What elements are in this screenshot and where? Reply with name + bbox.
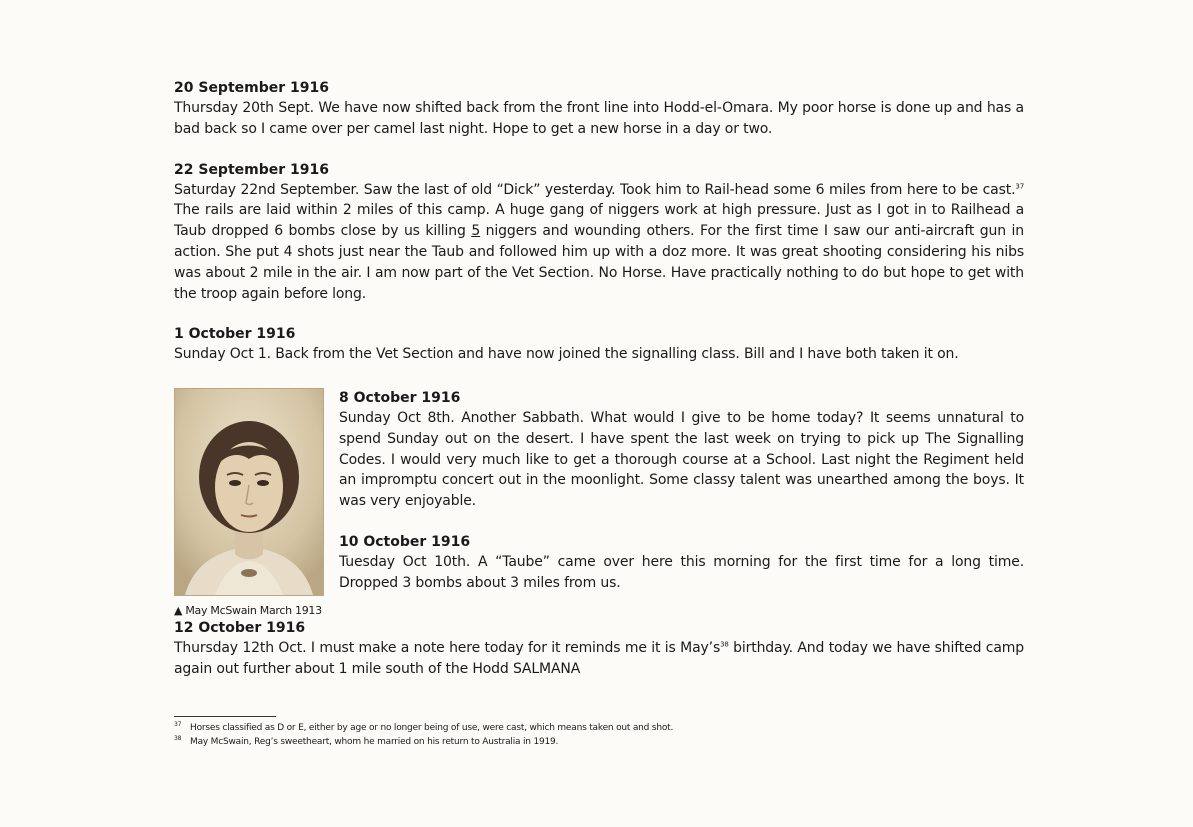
diary-page-top: [174, 78, 1024, 385]
footnote-text: Horses classified as D or E, either by age or no longer being of use, were cast, which means taken out and shot.: [190, 723, 674, 733]
entry-text: [174, 180, 1024, 305]
entry-text: Thursday 20th Sept. We have now shifted back from the front line into Hodd-el-Omara. My poor horse is done up and has a bad back so I came over per camel last night. Hope to get a new horse in a day or two.: [174, 100, 1024, 137]
entry-text: Tuesday Oct 10th. A “Taube” came over here this morning for the first time for a long time. Dropped 3 bombs about 3 miles from us.: [339, 553, 1024, 591]
footnote-ref: 38: [720, 640, 729, 649]
photo-caption: ▲ May McSwain March 1913: [174, 604, 322, 617]
entry-text-part: niggers and wounding others. For the first time I saw our anti-aircraft gun in action. She put 4 shots just near the Taub and followed him up with a doz more. It was great shooting considering his nibs was about 2 mile in the air. I am now part of the Vet Section. No Horse. Have practically nothing to do but hope to get with the troop again before long.: [174, 223, 1025, 302]
footnotes: [174, 721, 1024, 749]
entry-date: 22 September 1916: [174, 161, 329, 178]
diary-entry: [339, 388, 1024, 512]
diary-entry: [174, 324, 1024, 365]
entry-text: Sunday Oct 8th. Another Sabbath. What would I give to be home today? It seems unnatural to spend Sunday out on the desert. I have spent the last week on trying to pick up The Signalling Codes. I would very much like to get a thorough course at a School. Last night the Regiment held an impromptu concert out in the moonlight. Some classy talent was unearthed among the boys. It was very enjoyable.: [339, 410, 1024, 510]
entry-text-part: Saturday 22nd September. Saw the last of old “Dick” yesterday. Took him to Rail-head some 6 miles from here to be cast.: [174, 181, 1016, 198]
diary-entry: [174, 618, 1024, 680]
entry-text: [174, 638, 1024, 680]
footnote-ref: 37: [1015, 181, 1024, 190]
entry-date: 12 October 1916: [174, 620, 306, 636]
entry-text-part: The rails are laid within 2 miles of this camp. A huge gang of niggers work at high pressure. Just as I got in to Railhead a Taub dropped 6 bombs close by us killing: [174, 202, 1024, 240]
entry-date: 1 October 1916: [174, 326, 296, 343]
diary-entry: [174, 78, 1024, 140]
portrait-block: [174, 388, 326, 617]
entry-date: 20 September 1916: [174, 80, 329, 96]
footnote-text: May McSwain, Reg’s sweetheart, whom he married on his return to Australia in 1919.: [190, 737, 559, 747]
entry-date: 8 October 1916: [339, 390, 461, 406]
entry-text: Sunday Oct 1. Back from the Vet Section and have now joined the signalling class. Bill and I have both taken it on.: [174, 346, 959, 363]
underlined-number: 5: [471, 223, 481, 240]
portrait-illustration: [175, 389, 323, 595]
diary-entry: [174, 160, 1024, 305]
diary-page-right-column: [339, 388, 1024, 614]
entry-text-part: birthday. And today we have shifted camp again out further about 1 mile south of the Hodd SALMANA: [174, 640, 1025, 677]
footnote-divider: [174, 716, 276, 717]
entry-text-part: Thursday 12th Oct. I must make a note here today for it reminds me it is May’s: [174, 640, 721, 656]
footnote: 38 May McSwain, Reg’s sweetheart, whom he married on his return to Australia in 1919.: [174, 735, 559, 747]
diary-entry: [339, 532, 1024, 594]
entry-date: 10 October 1916: [339, 533, 471, 550]
portrait-photo: [174, 388, 324, 596]
footnote: 37 Horses classified as D or E, either by age or no longer being of use, were cast, which means taken out and shot.: [174, 721, 674, 733]
